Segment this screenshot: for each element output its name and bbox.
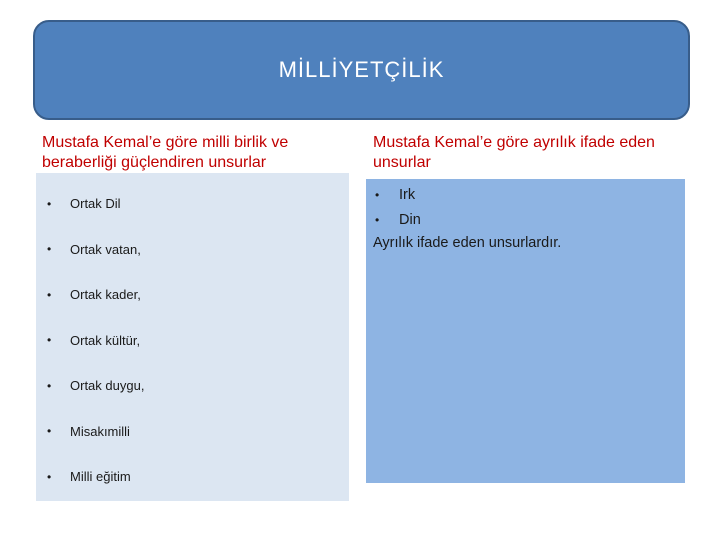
list-item-text: Ortak duygu, xyxy=(70,378,145,394)
bullet-icon: • xyxy=(375,213,380,227)
unity-factors-list xyxy=(36,181,349,500)
bullet-icon: • xyxy=(47,469,52,484)
division-note: Ayrılık ifade eden unsurlardır. xyxy=(373,235,562,251)
division-factors-list xyxy=(373,183,421,233)
list-item xyxy=(36,363,349,409)
list-item-text: Misakımilli xyxy=(70,423,130,439)
title-banner xyxy=(33,20,690,120)
list-item-text: Ortak kültür, xyxy=(70,332,141,348)
list-item xyxy=(36,181,349,227)
page-title: MİLLİYETÇİLİK xyxy=(278,57,445,82)
list-item-text: Ortak Dil xyxy=(70,196,121,212)
list-item xyxy=(36,409,349,455)
list-item xyxy=(36,454,349,500)
list-item-text: Irk xyxy=(399,187,416,203)
list-item-text: Din xyxy=(399,212,421,228)
bullet-icon: • xyxy=(47,287,52,302)
bullet-icon: • xyxy=(47,242,52,257)
left-column-heading: Mustafa Kemal’e göre milli birlik ve beraberliği güçlendiren unsurlar xyxy=(42,134,289,171)
bullet-icon: • xyxy=(47,333,52,348)
list-item-text: Ortak kader, xyxy=(70,287,141,303)
list-item xyxy=(36,318,349,364)
bullet-icon: • xyxy=(375,188,380,202)
bullet-icon: • xyxy=(47,378,52,393)
list-item xyxy=(373,183,421,208)
bullet-icon: • xyxy=(47,196,52,211)
left-panel xyxy=(36,173,349,501)
list-item-text: Milli eğitim xyxy=(70,469,131,485)
list-item xyxy=(373,208,421,233)
list-item xyxy=(36,227,349,273)
bullet-icon: • xyxy=(47,424,52,439)
list-item xyxy=(36,272,349,318)
right-column-heading: Mustafa Kemal’e göre ayrılık ifade eden unsurlar xyxy=(373,134,655,171)
list-item-text: Ortak vatan, xyxy=(70,241,141,257)
